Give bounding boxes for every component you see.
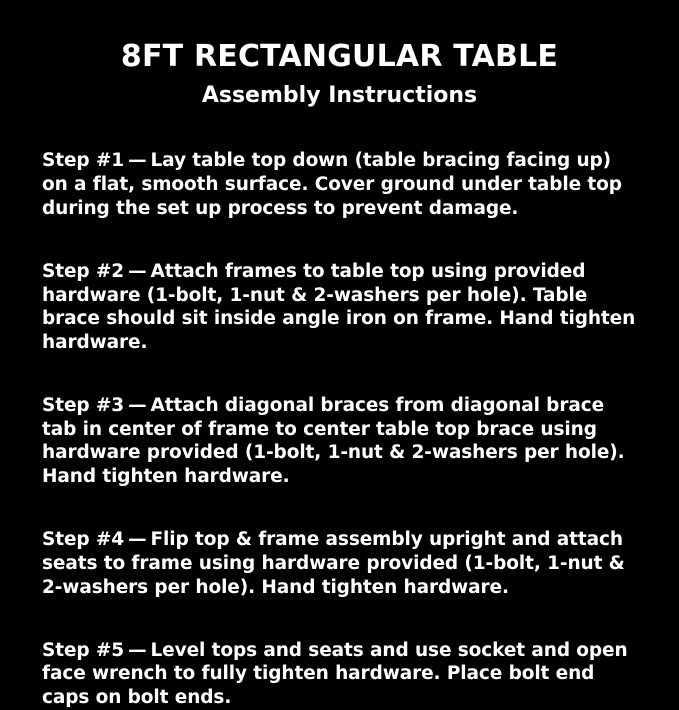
step-label: Step #4 — [42, 529, 125, 551]
step-item — [42, 639, 637, 710]
step-label: Step #2 — [42, 260, 125, 282]
step-dash: — — [128, 150, 147, 172]
step-text: Attach diagonal braces from diagonal brace tab in center of frame to center table top brace using hardware provided (1-bolt, 1-nut & 2-washers per hole). Hand tighten hardware. — [42, 395, 625, 488]
step-item — [42, 260, 637, 355]
step-text: Attach frames to table top using provided hardware (1-bolt, 1-nut & 2-washers per hole). Table brace should sit inside angle iron on frame. Hand tighten hardware. — [42, 260, 636, 353]
step-text: Level tops and seats and use socket and open face wrench to fully tighten hardware. Place bolt end caps on bolt ends. — [42, 639, 628, 709]
page-title: 8FT RECTANGULAR TABLE — [120, 39, 559, 74]
step-label: Step #5 — [42, 639, 125, 661]
page-subtitle: Assembly Instructions — [201, 82, 478, 108]
step-dash: — — [128, 639, 147, 661]
step-label: Step #3 — [42, 395, 125, 417]
step-dash: — — [128, 395, 147, 417]
step-dash: — — [128, 260, 147, 282]
step-text: Flip top & frame assembly upright and attach seats to frame using hardware provided (1-bolt, 1-nut & 2-washers per hole). Hand tighten hardware. — [42, 529, 625, 598]
step-item — [42, 394, 637, 489]
step-label: Step #1 — [42, 150, 125, 172]
step-item — [42, 149, 637, 220]
step-item — [42, 528, 637, 599]
step-text: Lay table top down (table bracing facing up) on a flat, smooth surface. Cover ground under table top during the set up process to prevent damage. — [42, 150, 622, 219]
steps-list — [42, 131, 637, 710]
step-dash: — — [128, 529, 147, 551]
